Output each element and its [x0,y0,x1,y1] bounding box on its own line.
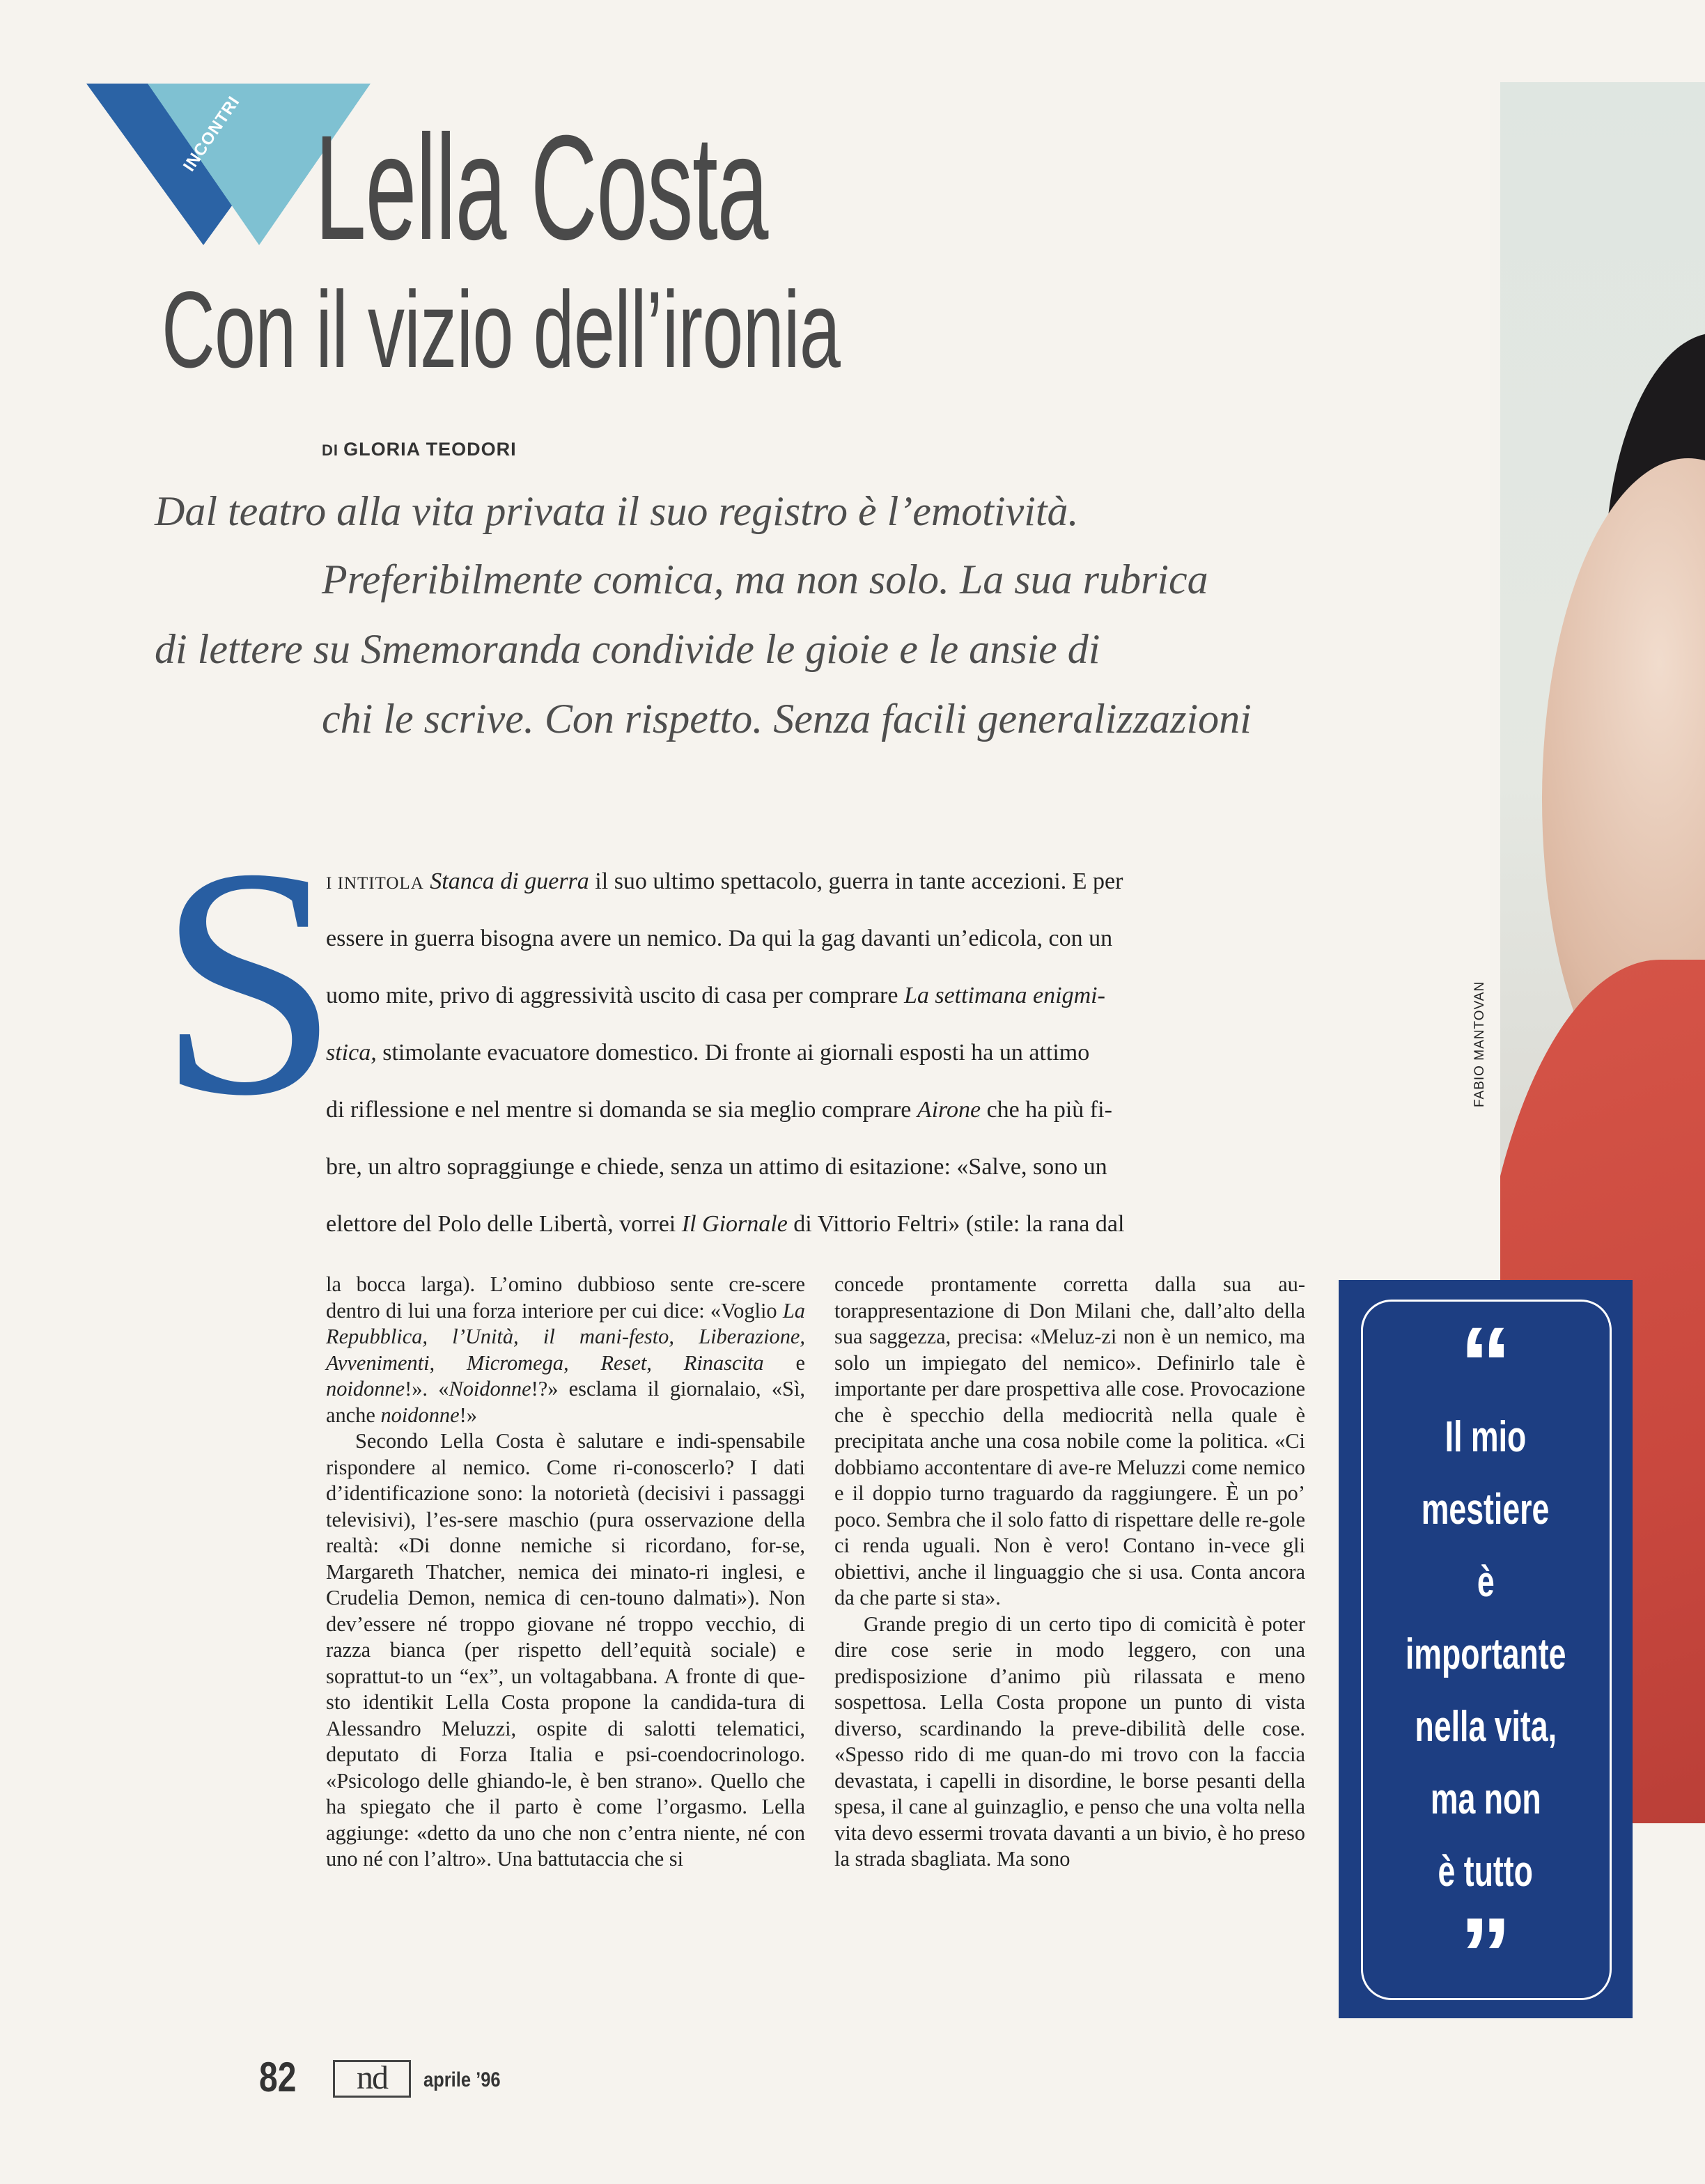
intro-line-1-text: il suo ultimo spettacolo, guerra in tante accezioni. E per [589,868,1123,894]
quote-line-7: è tutto [1438,1848,1534,1896]
photo-credit: FABIO MANTOVAN [1472,981,1487,1107]
intro-line-5-italic: Airone [917,1097,981,1123]
quote-line-1: Il mio [1445,1413,1527,1461]
byline [322,439,517,460]
col2-paragraph-2: Grande pregio di un certo tipo di comicità è poter dire cose serie in modo leggero, con una predisposizione d’animo più rilassata e meno sospettosa. Lella Costa propone un punto di vista diverso, scardinando la preve-dibilità delle cose. «Spesso rido di me quan-do mi trovo con la faccia devastata, i capelli in disordine, le borse pesanti della spesa, il cane al guinzaglio, e penso che una volta nella vita devo essermi trovata davanti a un bivio, è ho preso la strada sbagliata. Ma sono [834,1612,1305,1871]
section-label: INCONTRI [180,93,244,176]
col1-p1-italic-3: Noidonne [449,1377,531,1401]
intro-line-5-text: di riflessione e nel mentre si domanda se sia meglio comprare [326,1097,917,1123]
col1-p1-text-e: !» [459,1403,477,1427]
col1-p1-text-a: la bocca larga). L’omino dubbioso sente cre-scere dentro di lui una forza interiore per cui dice: «Voglio [326,1272,805,1323]
col1-p1-italic-2: noidonne [326,1377,405,1401]
quote-line-4: importante [1405,1630,1566,1678]
magazine-logo: nd [333,2060,411,2098]
quote-line-6: ma non [1430,1775,1541,1823]
body-column-1 [326,1272,805,1873]
quote-close-mark: ” [1459,1896,1512,2013]
intro-line-1 [326,861,1123,905]
col1-p1-italic-list: La Repubblica, l’Unità, il mani-festo, Liberazione, Avvenimenti, Micromega, Reset, Rinascita [326,1298,805,1375]
intro-line-6: bre, un altro sopraggiunge e chiede, senza un attimo di esitazione: «Salve, sono un [326,1154,1107,1180]
intro-line-3 [326,975,1105,1017]
intro-line-4-italic: stica, [326,1040,377,1066]
col1-paragraph-1 [326,1272,805,1428]
intro-line-3-text: uomo mite, privo di aggressività uscito di casa per comprare [326,983,904,1008]
byline-di: DI [322,442,338,459]
quote-line-3: è [1477,1558,1495,1606]
intro-line-7 [326,1203,1124,1245]
quote-open-mark: “ [1459,1305,1512,1422]
issue-date: aprile ’96 [423,2068,501,2091]
intro-line-7-text: elettore del Polo delle Libertà, vorrei [326,1211,682,1237]
intro-smallcaps: I INTITOLA [326,874,424,893]
quote-line-5: nella vita, [1415,1703,1557,1751]
page-number: 82 [259,2054,297,2100]
article-title: Lella Costa [315,104,768,271]
intro-line-2: essere in guerra bisogna avere un nemico. Da qui la gag davanti un’edicola, con un [326,926,1113,951]
intro-line-7-rest: di Vittorio Feltri» (stile: la rana dal [787,1211,1125,1237]
col1-p1-text-d: !?» esclama il giornalaio, «Sì, anche [326,1377,805,1427]
col1-paragraph-2: Secondo Lella Costa è salutare e indi-spensabile rispondere al nemico. Come ri-conoscerlo? I dati d’identificazione sono: la notorietà (decisivi i passaggi televisivi), l’es-sere maschio (pura osservazione della realtà: «Di donne nemiche si ricordano, for-se, Margareth Thatcher, nemica dei minato-ri inglesi, e Crudelia Demon, nemica di cen-touno dalmati»). Non dev’essere né troppo giovane né troppo vecchio, di razza bianca (per rispetto dell’equità sociale) e soprattut-to un “ex”, un voltagabbana. A fronte di que-sto identikit Lella Costa propone la candida-tura di Alessandro Meluzzi, ospite di salotti telematici, deputato di Forza Italia e psi-coendocrinologo. «Psicologo delle ghiando-le, è ben strano». Quello che ha spiegato che il parto è come l’orgasmo. Lella aggiunge: «detto da uno che non c’entra niente, né con uno né con l’altro». Una battutaccia che si [326,1429,805,1871]
drop-cap: S [157,800,340,1163]
intro-line-5 [326,1089,1112,1131]
col1-p1-text-b: e [763,1350,805,1375]
intro-line-7-italic: Il Giornale [681,1211,788,1237]
lead-line-2: Preferibilmente comica, ma non solo. La sua rubrica [322,556,1208,602]
col1-p1-text-c: !». « [405,1377,449,1401]
intro-line-4-text: stimolante evacuatore domestico. Di fronte ai giornali esposti ha un attimo [376,1040,1090,1066]
body-column-2 [834,1272,1305,1873]
lead-line-1: Dal teatro alla vita privata il suo registro è l’emotività. [155,488,1079,534]
intro-line-4 [326,1032,1089,1074]
intro-line-5-rest: che ha più fi- [981,1097,1112,1123]
byline-author: GLORIA TEODORI [343,439,517,460]
lead-line-4: chi le scrive. Con rispetto. Senza facili generalizzazioni [322,696,1252,742]
article-subtitle: Con il vizio dell’ironia [162,270,841,391]
pull-quote-text [1361,1401,1610,1908]
intro-title-italic: Stanca di guerra [430,868,589,894]
col1-p1-italic-4: noidonne [380,1403,460,1427]
intro-line-3-italic: La settimana enigmi- [903,983,1105,1008]
lead-line-3: di lettere su Smemoranda condivide le gioie e le ansie di [155,626,1100,672]
col2-paragraph-1: concede prontamente corretta dalla sua au-torappresentazione di Don Milani che, dall’alto della sua saggezza, precisa: «Meluz-zi non è un nemico, ma solo un impiegato del nemico». Definirlo tale è importante per dare prospettiva alle cose. Provocazione che è specchio della mediocrità nella quale è precipitata anche una cosa nobile come la politica. «Ci dobbiamo accontentare di ave-re Meluzzi come nemico e il doppio turno traguardo da raggiungere. È un po’ poco. Sembra che il solo fatto di rispettare delle re-gole ci renda uguali. Non è vero! Contano in-vece gli obiettivi, anche il linguaggio che si usa. Conta ancora da che parte si sta». [834,1272,1305,1609]
quote-line-2: mestiere [1422,1485,1550,1534]
